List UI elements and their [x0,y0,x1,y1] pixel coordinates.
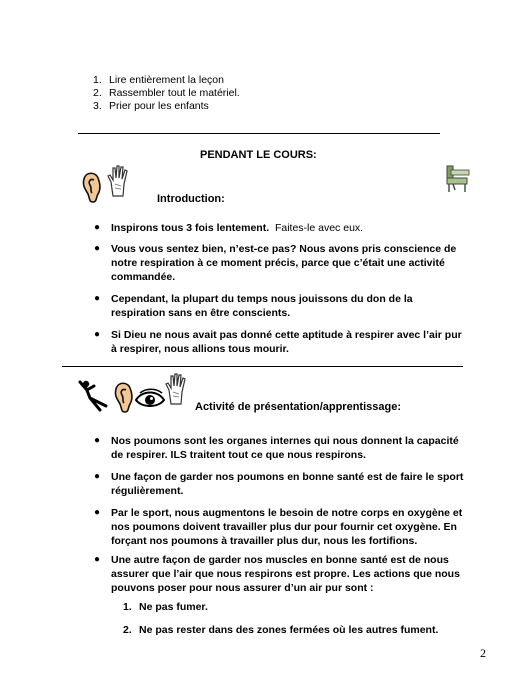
list-item: ● Une façon de garder nos poumons en bonne santé est de faire le sport régulièrement. [94,471,464,497]
list-item: ● Vous vous sentez bien, n’est-ce pas? Nous avons pris conscience de notre respiration à ce moment précis, parce que c’était une activité commandée. [94,243,457,283]
bullet-icon: ● [94,243,101,254]
list-item: ● Si Dieu ne nous avait pas donné cette aptitude à respirer avec l’air pur à respirer, nous allions tous mourir. [94,329,462,355]
bullet-icon: ● [94,222,101,233]
list-item: 3. Prier pour les enfants [93,100,209,112]
divider [78,133,440,134]
divider [62,366,463,367]
list-item: 1. Ne pas fumer. [123,601,208,613]
page-number: 2 [480,646,486,660]
bullet-icon: ● [94,329,101,340]
list-item: ● Par le sport, nous augmentons le besoin de notre corps en oxygène et nos poumons doivent travailler plus dur pour fournir cet oxygène. En forçant nos poumons à travailler plus dur, nous les fortifions. [94,507,463,547]
bullet-icon: ● [94,507,101,518]
eye-icon [134,388,166,410]
ear-icon [112,380,136,414]
list-item: ● Une autre façon de garder nos muscles en bonne santé est de nous assurer que l’air que nous respirons est propre. Les actions que nous pouvons poser pour nous assurer d’un air pur sont : [94,554,460,594]
exercise-figure-icon [78,380,112,412]
list-item: 1. Lire entièrement la leçon [93,74,224,86]
list-item: ● Inspirons tous 3 fois lentement. Faites-le avec eux. [94,222,364,234]
bullet-icon: ● [94,471,101,482]
hand-icon [106,164,132,198]
section-heading: PENDANT LE COURS: [200,149,317,161]
bullet-icon: ● [94,435,101,446]
hand-icon [164,372,190,406]
list-item: 2. Rassembler tout le matériel. [93,87,240,99]
chair-icon [443,164,473,194]
preparation-list [93,74,240,113]
intro-title: Introduction: [157,193,225,205]
bullet-icon: ● [94,554,101,565]
activity-title: Activité de présentation/apprentissage: [195,401,401,413]
list-item: ● Cependant, la plupart du temps nous jouissons du don de la respiration sans en être conscients. [94,293,413,319]
ear-icon [80,170,104,204]
list-item: ● Nos poumons sont les organes internes qui nous donnent la capacité de respirer. ILS traitent tout ce que nous respirons. [94,435,459,461]
bullet-icon: ● [94,293,101,304]
list-item: 2. Ne pas rester dans des zones fermées où les autres fument. [123,624,439,636]
